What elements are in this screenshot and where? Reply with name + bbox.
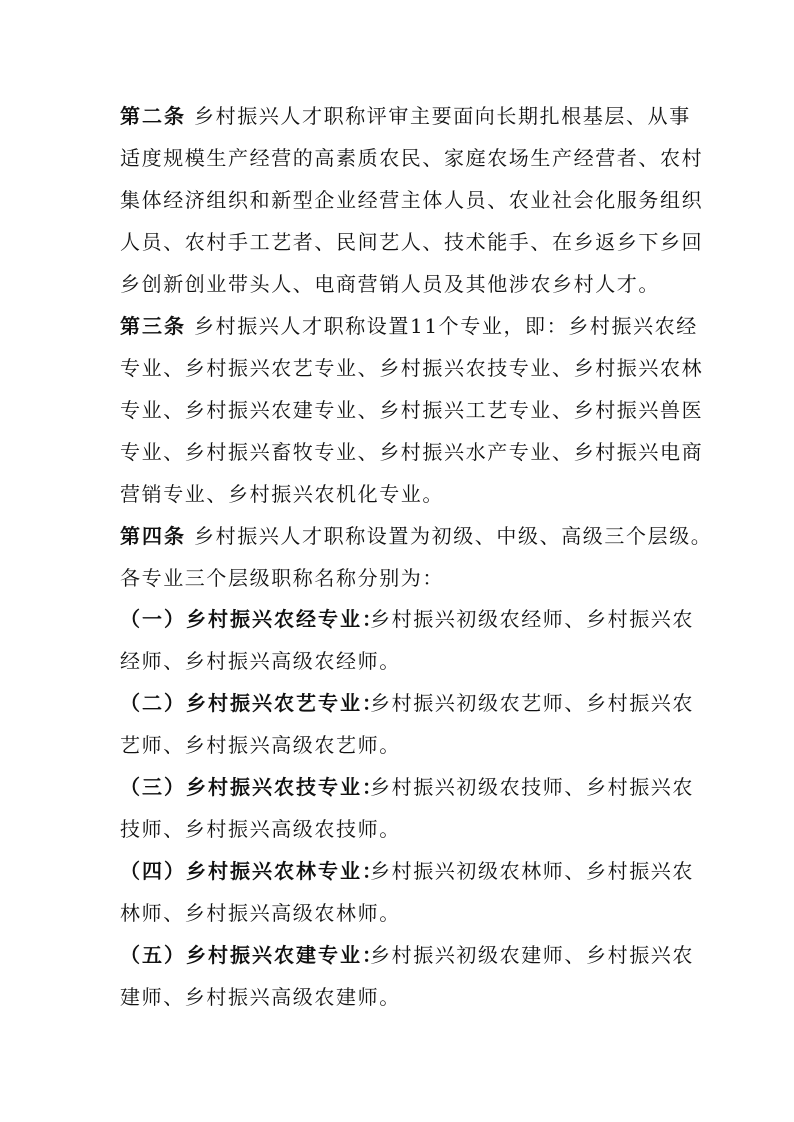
item-5-text: 建师、乡村振兴高级农建师。 [120, 985, 401, 1009]
article-4-text: 乡村振兴人才职称设置为初级、中级、高级三个层级。 [194, 524, 713, 548]
item-3-text: 技师、乡村振兴高级农技师。 [120, 817, 401, 841]
item-1-line-2 [0, 641, 794, 681]
item-2-heading: （二）乡村振兴农艺专业： [120, 691, 384, 715]
item-5-line-1 [0, 935, 794, 975]
item-3-line-2 [0, 809, 794, 849]
article-3-heading: 第三条 [120, 314, 186, 338]
article-2-line-2 [0, 138, 794, 178]
article-2-line-1 [0, 96, 794, 136]
article-2-text: 乡创新创业带头人、电商营销人员及其他涉农乡村人才。 [120, 272, 660, 296]
article-3-text: 营销专业、乡村振兴农机化专业。 [120, 482, 444, 506]
article-2-line-4 [0, 222, 794, 262]
article-4-text: 各专业三个层级职称名称分别为： [120, 566, 444, 590]
article-3-line-5 [0, 474, 794, 514]
article-2-text: 适度规模生产经营的高素质农民、家庭农场生产经营者、农村 [120, 146, 704, 170]
article-2-heading: 第二条 [120, 104, 186, 128]
item-4-text: 乡村振兴初级农林师、乡村振兴农 [370, 859, 694, 883]
item-2-line-2 [0, 725, 794, 765]
item-4-line-2 [0, 893, 794, 933]
item-2-text: 艺师、乡村振兴高级农艺师。 [120, 733, 401, 757]
item-4-text: 林师、乡村振兴高级农林师。 [120, 901, 401, 925]
item-2-line-1 [0, 683, 794, 723]
item-5-heading: （五）乡村振兴农建专业： [120, 943, 384, 967]
item-5-line-2 [0, 977, 794, 1017]
article-2-line-5 [0, 264, 794, 304]
article-2-line-3 [0, 180, 794, 220]
article-3-text: 专业、乡村振兴畜牧专业、乡村振兴水产专业、乡村振兴电商 [120, 440, 704, 464]
item-1-text: 乡村振兴初级农经师、乡村振兴农 [370, 607, 694, 631]
article-3-text: 专业、乡村振兴农艺专业、乡村振兴农技专业、乡村振兴农林 [120, 356, 704, 380]
item-2-text: 乡村振兴初级农艺师、乡村振兴农 [370, 691, 694, 715]
item-4-heading: （四）乡村振兴农林专业： [120, 859, 384, 883]
item-1-text: 经师、乡村振兴高级农经师。 [120, 649, 401, 673]
article-2-text: 乡村振兴人才职称评审主要面向长期扎根基层、从事 [194, 104, 691, 128]
item-4-line-1 [0, 851, 794, 891]
article-4-heading: 第四条 [120, 524, 186, 548]
article-2-text: 集体经济组织和新型企业经营主体人员、农业社会化服务组织 [120, 188, 704, 212]
item-5-text: 乡村振兴初级农建师、乡村振兴农 [370, 943, 694, 967]
item-1-heading: （一）乡村振兴农经专业： [120, 607, 384, 631]
article-3-line-4 [0, 432, 794, 472]
article-2-text: 人员、农村手工艺者、民间艺人、技术能手、在乡返乡下乡回 [120, 230, 704, 254]
item-1-line-1 [0, 599, 794, 639]
article-4-line-2 [0, 558, 794, 598]
article-3-text: 乡村振兴人才职称设置11个专业，即：乡村振兴农经 [194, 314, 698, 338]
item-3-line-1 [0, 767, 794, 807]
article-3-line-3 [0, 390, 794, 430]
article-3-line-1 [0, 306, 794, 346]
article-3-text: 专业、乡村振兴农建专业、乡村振兴工艺专业、乡村振兴兽医 [120, 398, 704, 422]
item-3-heading: （三）乡村振兴农技专业： [120, 775, 384, 799]
item-3-text: 乡村振兴初级农技师、乡村振兴农 [370, 775, 694, 799]
article-4-line-1 [0, 516, 794, 556]
article-3-line-2 [0, 348, 794, 388]
